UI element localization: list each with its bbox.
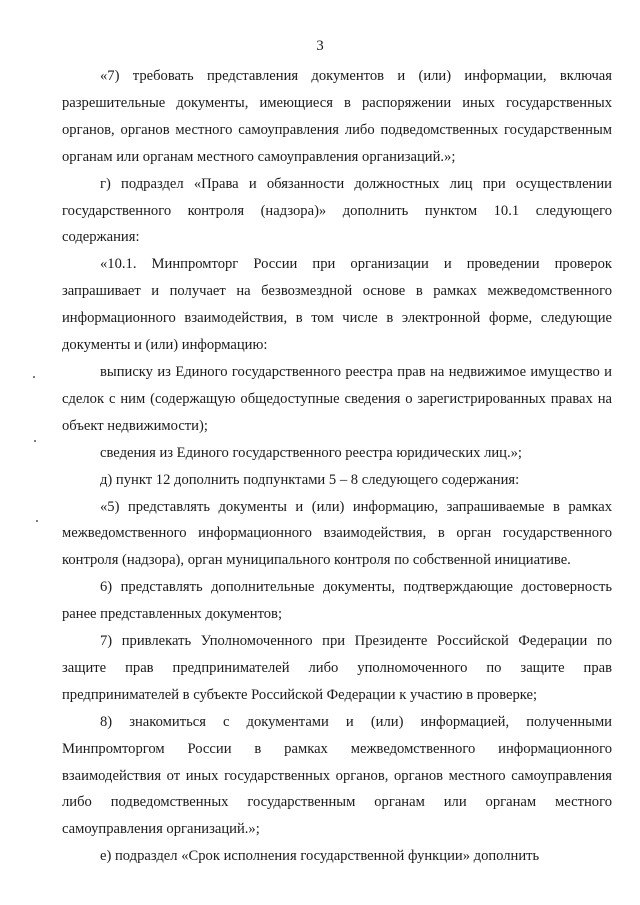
paragraph-10: 8) знакомиться с документами и (или) информацией, полученными Минпромторгом России в рамках межведомственного информационного взаимодействия от иных государственных органов, органов местного самоуправления либо подведомственных государственным органам или органам местного самоуправления организаций.»; xyxy=(62,713,612,838)
paragraph-6: д) пункт 12 дополнить подпунктами 5 – 8 следующего содержания: xyxy=(100,471,520,488)
paragraph-5: сведения из Единого государственного реестра юридических лиц.»; xyxy=(100,444,522,461)
paragraph-7: «5) представлять документы и (или) информацию, запрашиваемые в рамках межведомственного информационного взаимодействия, в орган государственного контроля (надзора), орган муниципального контроля по собственной инициативе. xyxy=(62,498,612,569)
scan-speck xyxy=(36,520,38,522)
paragraph-1: «7) требовать представления документов и (или) информации, включая разрешительные документы, имеющиеся в распоряжении иных государственных органов, органов местного самоуправления либо подведомственных государственным органам или органам местного самоуправления организаций.»; xyxy=(62,68,612,165)
paragraph-9: 7) привлекать Уполномоченного при Президенте Российской Федерации по защите прав предпринимателей либо уполномоченного по защите прав предпринимателей в субъекте Российской Федерации к участию в проверке; xyxy=(62,633,612,703)
paragraph-2: г) подраздел «Права и обязанности должностных лиц при осуществлении государственного контроля (надзора)» дополнить пунктом 10.1 следующего содержания: xyxy=(62,175,612,246)
paragraph-11: е) подраздел «Срок исполнения государственной функции» дополнить xyxy=(100,848,540,865)
paragraph-4: выписку из Единого государственного реестра прав на недвижимое имущество и сделок с ним (содержащую общедоступные сведения о зарегистрированных правах на объект недвижимости); xyxy=(62,363,612,434)
scan-speck xyxy=(33,376,35,378)
paragraph-3: «10.1. Минпромторг России при организации и проведении проверок запрашивает и получает на безвозмездной основе в рамках межведомственного информационного взаимодействия, в том числе в электронной форме, следующие документы и (или) информацию: xyxy=(62,256,612,354)
scan-speck xyxy=(34,440,36,442)
paragraph-8: 6) представлять дополнительные документы, подтверждающие достоверность ранее представленных документов; xyxy=(62,579,612,623)
page-number: 3 xyxy=(316,38,324,54)
document-body xyxy=(62,63,612,870)
